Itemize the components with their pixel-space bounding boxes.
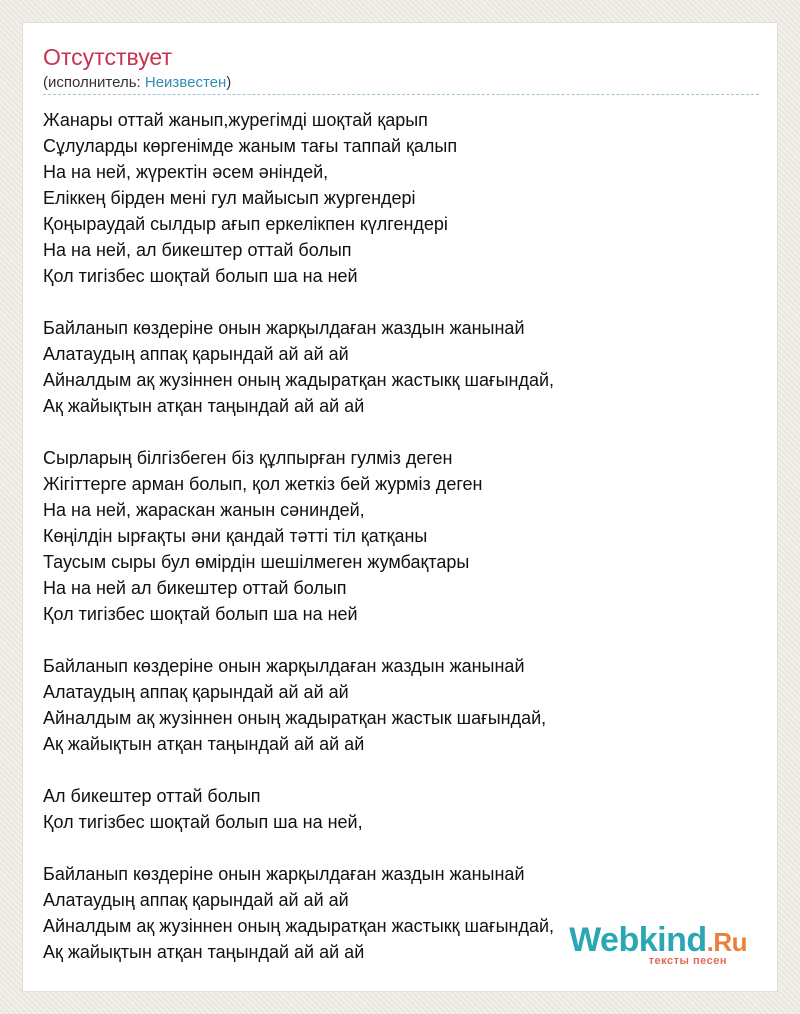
lyrics-card bbox=[22, 22, 778, 992]
lyric-line: Алатаудың аппақ қарындай ай ай ай bbox=[43, 682, 349, 702]
lyric-line: На на ней, ал бикештер оттай болып bbox=[43, 240, 352, 260]
stanza-gap bbox=[43, 419, 759, 445]
artist-prefix: (исполнитель: bbox=[43, 74, 145, 91]
title-divider bbox=[43, 94, 759, 95]
song-title: Отсутствует bbox=[43, 44, 172, 70]
artist-link[interactable]: Неизвестен bbox=[144, 74, 227, 91]
logo-wordmark bbox=[569, 923, 747, 959]
logo-tagline: тексты песен bbox=[648, 955, 727, 967]
lyric-line: Байланып көздеріне онын жарқылдаған жаздын жанынай bbox=[43, 864, 525, 884]
lyric-line: Сұлуларды көргенімде жаным тағы таппай қалып bbox=[43, 136, 458, 156]
stanza-gap bbox=[43, 289, 759, 315]
lyric-line: Айналдым ақ жузіннен оның жадыратқан жастыкқ шағындай, bbox=[43, 916, 555, 936]
lyric-line: Қол тигізбес шоқтай болып ша на ней bbox=[43, 604, 358, 624]
logo-tld: .Ru bbox=[706, 927, 747, 957]
lyric-line: На на ней, жүректін әсем әніндей, bbox=[43, 162, 329, 182]
lyric-line: Қол тигізбес шоқтай болып ша на ней, bbox=[43, 812, 363, 832]
artist-line bbox=[43, 74, 231, 92]
artist-suffix: ) bbox=[226, 74, 232, 91]
stanza-gap bbox=[43, 835, 759, 861]
lyric-line: На на ней, жараскан жанын сәниндей, bbox=[43, 500, 365, 520]
lyric-line: Алатаудың аппақ қарындай ай ай ай bbox=[43, 890, 349, 910]
lyric-line: Байланып көздеріне онын жарқылдаған жаздын жанынай bbox=[43, 318, 525, 338]
lyric-line: Таусым сыры бул өмірдін шешілмеген жумбақтары bbox=[43, 552, 470, 572]
lyric-line: Байланып көздеріне онын жарқылдаған жаздын жанынай bbox=[43, 656, 525, 676]
lyric-line: Жанары оттай жанып,журегімді шоқтай қарып bbox=[43, 110, 428, 130]
lyric-line: Айналдым ақ жузіннен оның жадыратқан жастык шағындай, bbox=[43, 708, 547, 728]
lyric-line: Ақ жайықтын атқан таңындай ай ай ай bbox=[43, 396, 365, 416]
lyrics-body bbox=[43, 107, 759, 965]
site-logo[interactable] bbox=[569, 923, 747, 967]
lyric-line: Алатаудың аппақ қарындай ай ай ай bbox=[43, 344, 349, 364]
lyric-line: Айналдым ақ жузіннен оның жадыратқан жастыкқ шағындай, bbox=[43, 370, 555, 390]
stanza-gap bbox=[43, 627, 759, 653]
lyric-line: Қол тигізбес шоқтай болып ша на ней bbox=[43, 266, 358, 286]
lyric-line: Жігіттерге арман болып, қол жеткіз бей журміз деген bbox=[43, 474, 483, 494]
logo-name: Webkind bbox=[569, 921, 707, 959]
lyric-line: Ақ жайықтын атқан таңындай ай ай ай bbox=[43, 734, 365, 754]
lyric-line: Көңілдін ырғақты әни қандай тәтті тіл қатқаны bbox=[43, 526, 428, 546]
lyric-line: Еліккең бірден мені гул майысып жургендері bbox=[43, 188, 416, 208]
stanza-gap bbox=[43, 757, 759, 783]
lyric-line: Ақ жайықтын атқан таңындай ай ай ай bbox=[43, 942, 365, 962]
lyric-line: Қоңыраудай сылдыр ағып еркелікпен күлгендері bbox=[43, 214, 448, 234]
lyric-line: Сырларың білгізбеген біз құлпырған гулміз деген bbox=[43, 448, 453, 468]
lyric-line: Ал бикештер оттай болып bbox=[43, 786, 261, 806]
lyric-line: На на ней ал бикештер оттай болып bbox=[43, 578, 347, 598]
